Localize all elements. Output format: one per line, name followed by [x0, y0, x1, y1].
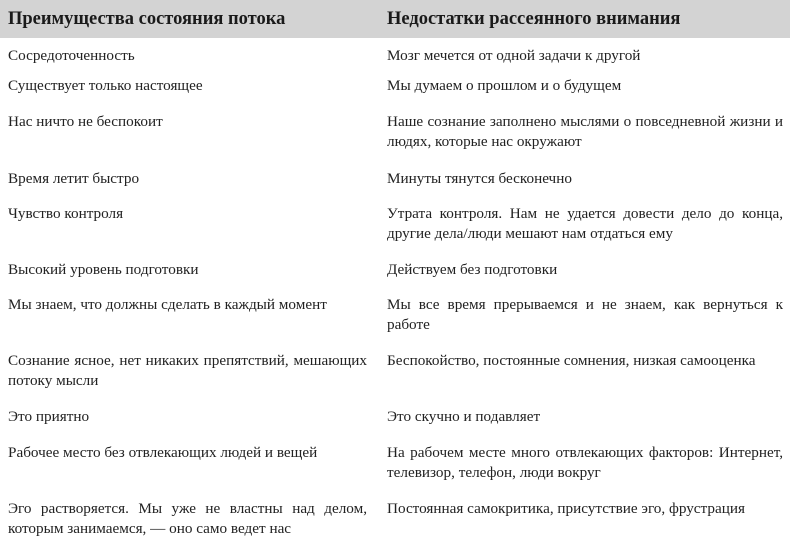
cell-advantage: Сознание ясное, нет никаких препятствий, мешающих потоку мысли [8, 352, 367, 389]
table-row [0, 76, 790, 112]
table-row [0, 46, 790, 76]
cell-disadvantage: Это скучно и подавляет [387, 408, 541, 425]
cell-advantage: Рабочее место без отвлекающих людей и вещей [8, 444, 318, 461]
cell-advantage: Это приятно [8, 408, 90, 425]
table-row [0, 499, 790, 549]
cell-disadvantage: Наше сознание заполнено мыслями о повседневной жизни и людях, которые нас окружают [387, 113, 783, 150]
table-header [0, 0, 790, 38]
cell-advantage: Нас ничто не беспокоит [8, 113, 163, 130]
cell-disadvantage: Минуты тянутся бесконечно [387, 170, 572, 187]
cell-advantage: Высокий уровень подготовки [8, 261, 199, 278]
cell-disadvantage: Действуем без подготовки [387, 261, 558, 278]
cell-advantage: Время летит быстро [8, 170, 140, 187]
cell-advantage: Эго растворяется. Мы уже не властны над делом, которым занимаемся, — оно само ведет нас [8, 500, 367, 537]
table-row [0, 295, 790, 351]
table-row [0, 112, 790, 169]
header-distraction-disadvantages: Недостатки рассеянного внимания [387, 8, 681, 29]
cell-advantage: Мы знаем, что должны сделать в каждый момент [8, 296, 327, 313]
cell-disadvantage: Мозг мечется от одной задачи к другой [387, 47, 641, 64]
cell-disadvantage: Мы думаем о прошлом и о будущем [387, 77, 622, 94]
table-row [0, 204, 790, 260]
table-row [0, 260, 790, 295]
cell-advantage: Сосредоточенность [8, 47, 135, 64]
table-row [0, 351, 790, 407]
table-row [0, 407, 790, 443]
cell-disadvantage: Постоянная самокритика, присутствие эго, фрустрация [387, 500, 745, 517]
cell-disadvantage: Мы все время прерываемся и не знаем, как вернуться к работе [387, 296, 783, 333]
table-row [0, 443, 790, 499]
cell-advantage: Существует только настоящее [8, 77, 203, 94]
cell-disadvantage: Утрата контроля. Нам не удается довести дело до конца, другие дела/люди мешают нам отдаться ему [387, 205, 783, 242]
cell-disadvantage: На рабочем месте много отвлекающих факторов: Интернет, телевизор, телефон, люди вокруг [387, 444, 783, 481]
cell-advantage: Чувство контроля [8, 205, 124, 222]
table-row [0, 169, 790, 204]
cell-disadvantage: Беспокойство, постоянные сомнения, низкая самооценка [387, 352, 756, 369]
header-flow-advantages: Преимущества состояния потока [8, 8, 286, 29]
